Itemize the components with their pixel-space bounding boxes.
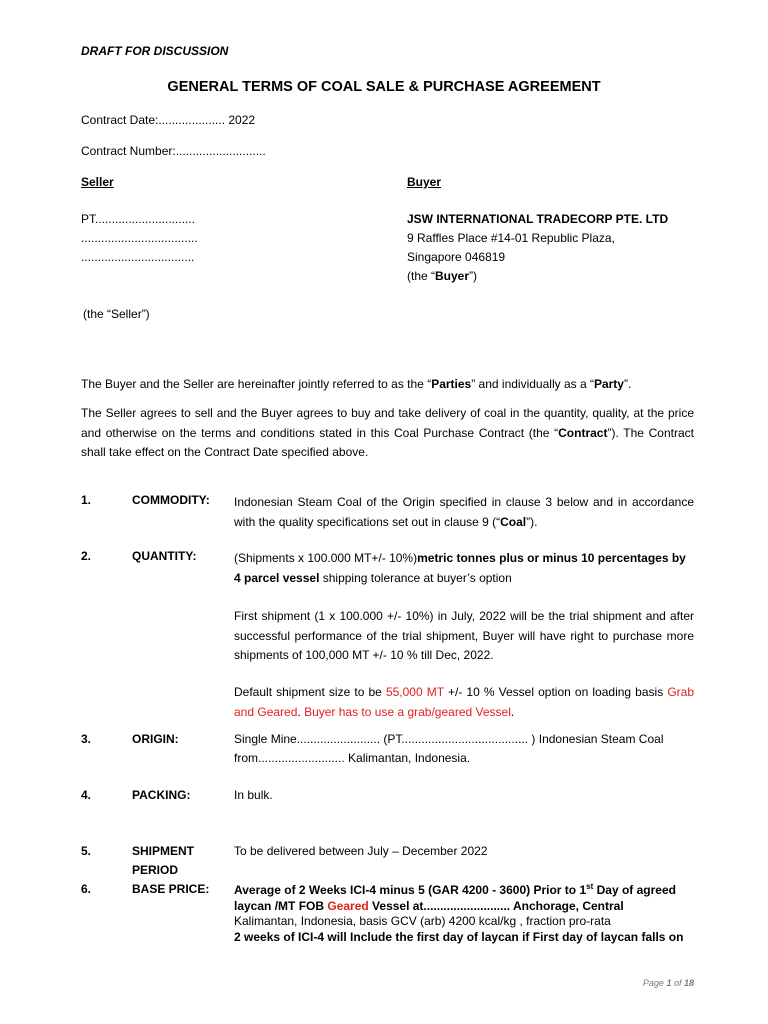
clause-3-heading: ORIGIN: [132, 732, 179, 746]
clause-5-heading-line-2: PERIOD [132, 863, 179, 877]
clause-6-heading: BASE PRICE: [132, 882, 210, 896]
clause-6-number: 6. [81, 882, 92, 896]
clause-2-paragraph-1: (Shipments x 100.000 MT+/- 10%)metric tonnes plus or minus 10 percentages by 4 parcel vessel shipping tolerance at buyer’s option [234, 551, 686, 585]
clause-2-paragraph-3: Default shipment size to be 55,000 MT +/- 10 % Vessel option on loading basis Grab and Geared. Buyer has to use a grab/geared Vessel. [234, 685, 694, 719]
buyer-name: JSW INTERNATIONAL TRADECORP PTE. LTD [407, 212, 669, 226]
seller-line-2: ................................... [81, 231, 198, 245]
clause-3-line-1: Single Mine......................... (PT...................................... ) Indonesian Steam Coal [234, 732, 664, 746]
clause-2-number: 2. [81, 549, 92, 563]
clause-1-number: 1. [81, 493, 92, 507]
clause-5-number: 5. [81, 844, 92, 858]
clause-4-text: In bulk. [234, 788, 273, 802]
draft-label: DRAFT FOR DISCUSSION [81, 44, 229, 58]
clause-3-number: 3. [81, 732, 92, 746]
parties-paragraph: The Buyer and the Seller are hereinafter jointly referred to as the “Parties” and individually as a “Party”. [81, 377, 632, 391]
contract-number: Contract Number:........................... [81, 144, 266, 158]
clause-6-line-1: Average of 2 Weeks ICI-4 minus 5 (GAR 4200 - 3600) Prior to 1st Day of agreed [234, 882, 676, 897]
clause-2-paragraph-2: First shipment (1 x 100.000 +/- 10%) in July, 2022 will be the trial shipment and after successful performance of the trial shipment, Buyer will have right to purchase more shipments of 100,000 MT +/- 10 % till Dec, 2022. [234, 609, 694, 662]
clause-5-heading-line-1: SHIPMENT [132, 844, 195, 858]
clause-5-text: To be delivered between July – December 2022 [234, 844, 488, 858]
clause-3-line-2: from.......................... Kalimantan, Indonesia. [234, 751, 471, 765]
clause-1-heading: COMMODITY: [132, 493, 210, 507]
clause-4-number: 4. [81, 788, 92, 802]
clause-6-line-2: laycan /MT FOB Geared Vessel at.......................... Anchorage, Central [234, 899, 624, 913]
seller-heading: Seller [81, 175, 114, 189]
agreement-paragraph: The Seller agrees to sell and the Buyer agrees to buy and take delivery of coal in the quantity, quality, at the price and otherwise on the terms and conditions stated in this Coal Purchase Contract (the “Contract”). The Contract shall take effect on the Contract Date specified above. [81, 406, 694, 459]
clause-6-line-3: Kalimantan, Indonesia, basis GCV (arb) 4200 kcal/kg , fraction pro-rata [234, 914, 611, 928]
seller-line-3: .................................. [81, 250, 195, 264]
document-title: GENERAL TERMS OF COAL SALE & PURCHASE AGREEMENT [167, 79, 601, 95]
buyer-ref: (the “Buyer”) [407, 269, 478, 283]
buyer-address-1: 9 Raffles Place #14-01 Republic Plaza, [407, 231, 615, 245]
buyer-heading: Buyer [407, 175, 442, 189]
clause-4-heading: PACKING: [132, 788, 191, 802]
seller-line-1: PT.............................. [81, 212, 196, 226]
clause-6-line-4: 2 weeks of ICI-4 will Include the first day of laycan if First day of laycan falls on [234, 930, 684, 944]
clause-1-text: Indonesian Steam Coal of the Origin specified in clause 3 below and in accordance with the quality specifications set out in clause 9 (“Coal”). [234, 495, 694, 529]
seller-ref: (the “Seller”) [83, 307, 150, 321]
buyer-address-2: Singapore 046819 [407, 250, 506, 264]
page-number-footer: Page 1 of 18 [642, 978, 694, 988]
clause-2-heading: QUANTITY: [132, 549, 197, 563]
contract-date: Contract Date:.................... 2022 [81, 113, 256, 127]
